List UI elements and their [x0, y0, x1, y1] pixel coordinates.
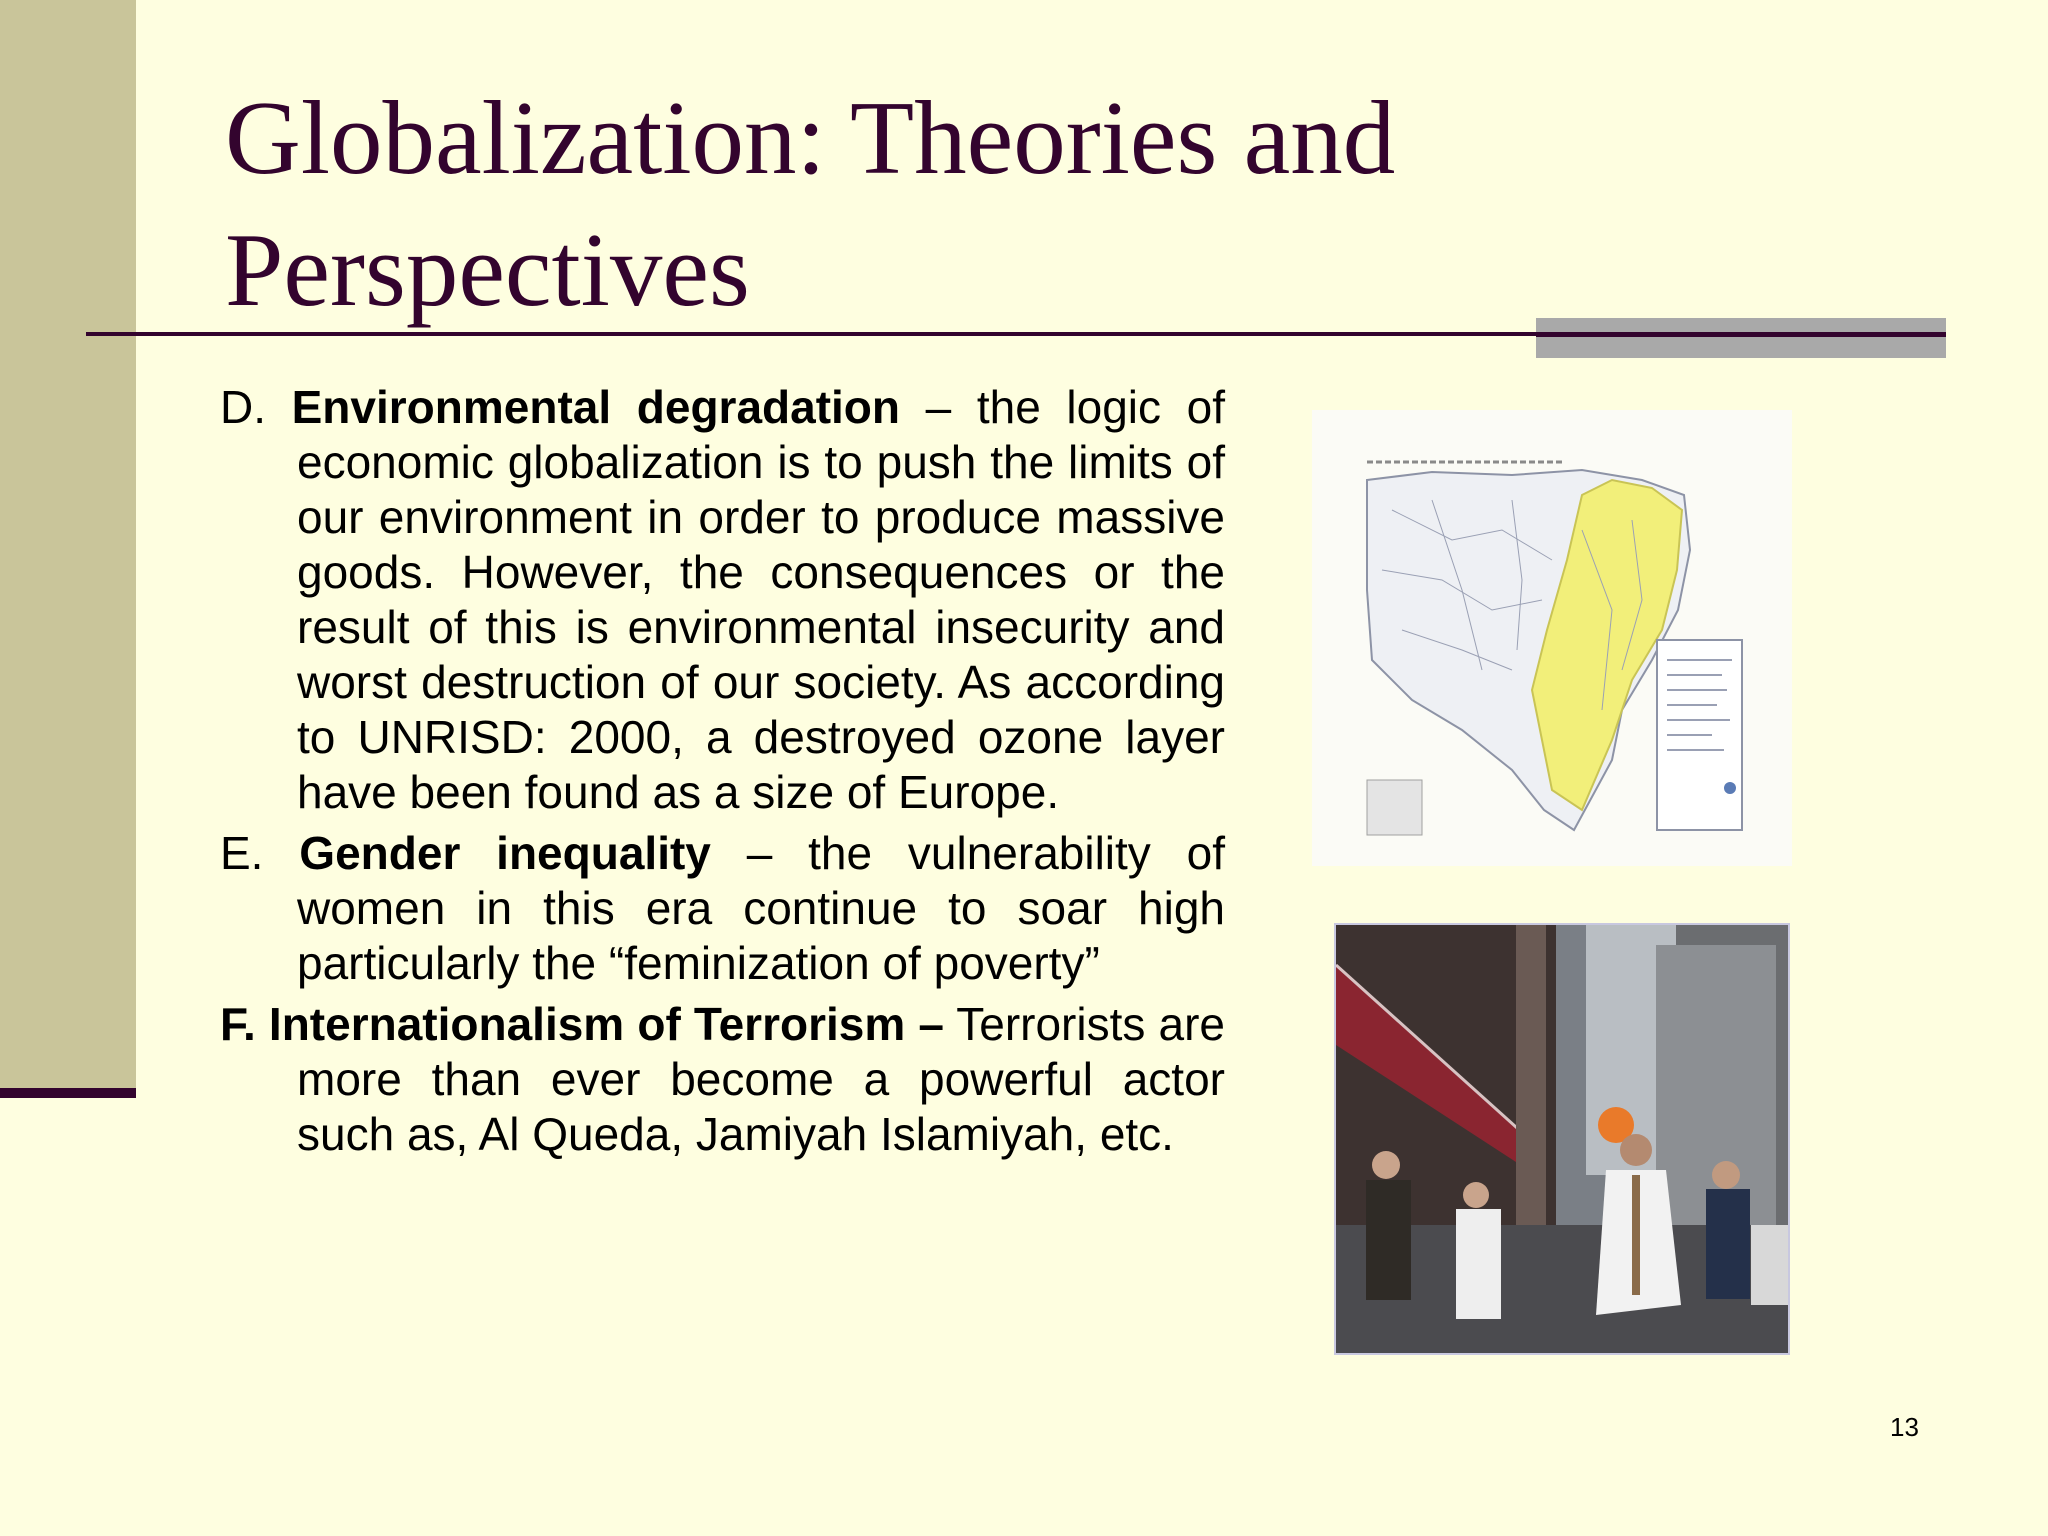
item-heading: Gender inequality [299, 827, 711, 879]
item-prefix: E. [220, 827, 300, 879]
item-body: Terrorists are more than ever become a powerful actor such as, Al Queda, Jamiyah Islamiyah, etc. [297, 998, 1225, 1160]
list-item-environmental-degradation [220, 380, 1225, 820]
title-divider-accent [1536, 332, 1946, 337]
page-number: 13 [1890, 1412, 1919, 1442]
item-prefix: F. [220, 998, 269, 1050]
item-body: – the vulnerability of women in this era continue to soar high particularly the “feminization of poverty” [297, 827, 1226, 989]
item-body: – the logic of economic globalization is to push the limits of our environment in order to produce massive goods. However, the consequences or the result of this is environmental insecurity and worst destruction of our society. As according to UNRISD: 2000, a destroyed ozone layer have been found as a size of Europe. [297, 381, 1225, 818]
title-rule-gray-accent [1536, 318, 1946, 358]
street-photo [1334, 923, 1790, 1355]
left-bar-accent-line [0, 1088, 136, 1098]
item-heading: Internationalism of Terrorism – [268, 998, 944, 1050]
left-decorative-bar [0, 0, 136, 1090]
bullet-list [220, 380, 1225, 1168]
list-item-terrorism [220, 997, 1225, 1162]
item-heading: Environmental degradation [291, 381, 900, 433]
list-item-gender-inequality [220, 826, 1225, 991]
map-image [1312, 410, 1792, 866]
item-prefix: D. [220, 381, 292, 433]
slide-title: Globalization: Theories and Perspectives [225, 79, 1396, 328]
map-illustration [1312, 410, 1792, 866]
street-photo-illustration [1336, 925, 1790, 1355]
